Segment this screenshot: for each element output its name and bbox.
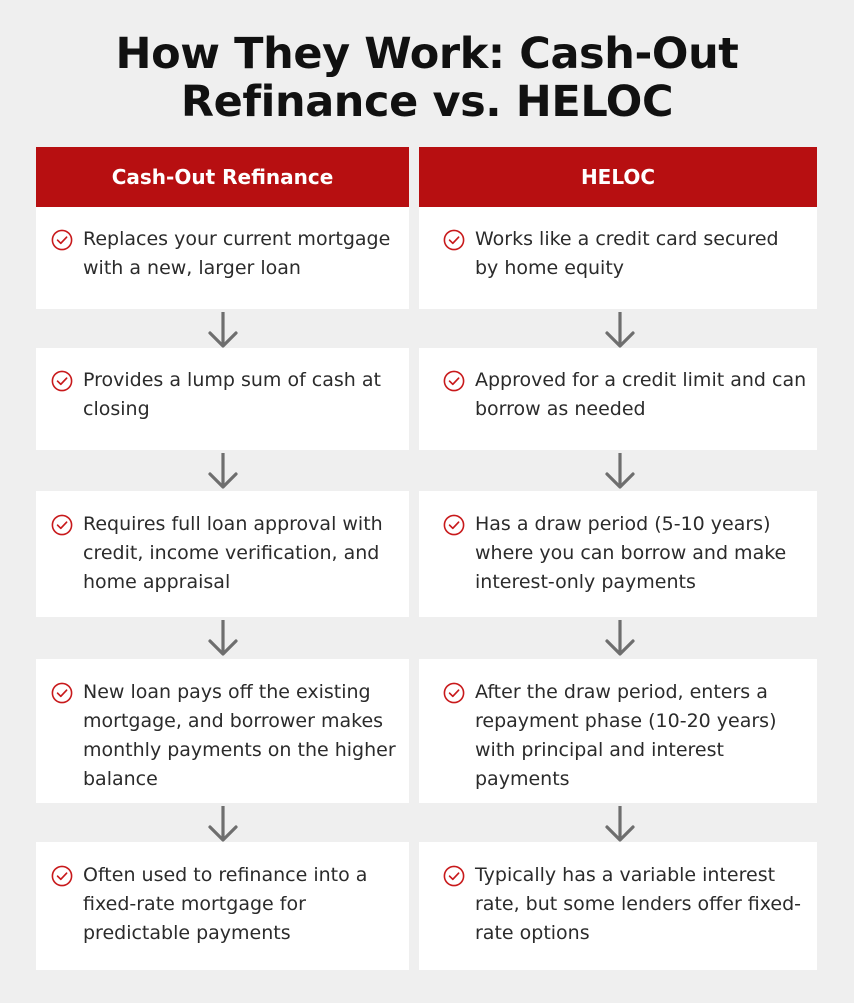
check-circle-icon bbox=[51, 514, 73, 536]
down-arrow-icon bbox=[206, 451, 240, 491]
cash-out-refinance-step-card bbox=[36, 207, 409, 309]
step-text: After the draw period, enters a repayment phase (10-20 years) with principal and interest payments bbox=[475, 681, 777, 790]
page-title bbox=[0, 30, 854, 126]
check-circle-icon bbox=[443, 514, 465, 536]
heloc-step-card bbox=[419, 348, 817, 450]
down-arrow-icon bbox=[603, 310, 637, 350]
heloc-header-label: HELOC bbox=[580, 165, 656, 189]
check-circle-icon bbox=[51, 865, 73, 887]
cash-out-refinance-header-label: Cash-Out Refinance bbox=[111, 165, 334, 189]
down-arrow-icon bbox=[603, 618, 637, 658]
check-circle-icon bbox=[443, 865, 465, 887]
heloc-step-card bbox=[419, 659, 817, 803]
check-circle-icon bbox=[51, 370, 73, 392]
heloc-step-card bbox=[419, 491, 817, 617]
step-text: Requires full loan approval with credit, income verification, and home appraisal bbox=[83, 513, 383, 593]
step-text: Works like a credit card secured by home equity bbox=[475, 228, 779, 279]
down-arrow-icon bbox=[206, 804, 240, 844]
page-title-line-2: Refinance vs. HELOC bbox=[180, 77, 674, 127]
heloc-header bbox=[419, 147, 817, 207]
step-text: Has a draw period (5-10 years) where you can borrow and make interest-only payments bbox=[475, 513, 787, 593]
down-arrow-icon bbox=[603, 804, 637, 844]
cash-out-refinance-step-card bbox=[36, 491, 409, 617]
down-arrow-icon bbox=[206, 310, 240, 350]
step-text: Often used to refinance into a fixed-rate mortgage for predictable payments bbox=[83, 864, 368, 944]
page-title-line-1: How They Work: Cash-Out bbox=[115, 29, 739, 79]
check-circle-icon bbox=[51, 229, 73, 251]
step-text: Typically has a variable interest rate, but some lenders offer fixed-rate options bbox=[475, 864, 802, 944]
step-text: Replaces your current mortgage with a new, larger loan bbox=[83, 228, 391, 279]
cash-out-refinance-header bbox=[36, 147, 409, 207]
cash-out-refinance-step-card bbox=[36, 659, 409, 803]
step-text: Provides a lump sum of cash at closing bbox=[83, 369, 381, 420]
check-circle-icon bbox=[443, 370, 465, 392]
heloc-step-card bbox=[419, 207, 817, 309]
check-circle-icon bbox=[443, 682, 465, 704]
down-arrow-icon bbox=[206, 618, 240, 658]
step-text: Approved for a credit limit and can borrow as needed bbox=[475, 369, 807, 420]
down-arrow-icon bbox=[603, 451, 637, 491]
heloc-step-card bbox=[419, 842, 817, 970]
cash-out-refinance-step-card bbox=[36, 842, 409, 970]
check-circle-icon bbox=[443, 229, 465, 251]
check-circle-icon bbox=[51, 682, 73, 704]
step-text: New loan pays off the existing mortgage, and borrower makes monthly payments on the higher balance bbox=[83, 681, 396, 790]
cash-out-refinance-step-card bbox=[36, 348, 409, 450]
